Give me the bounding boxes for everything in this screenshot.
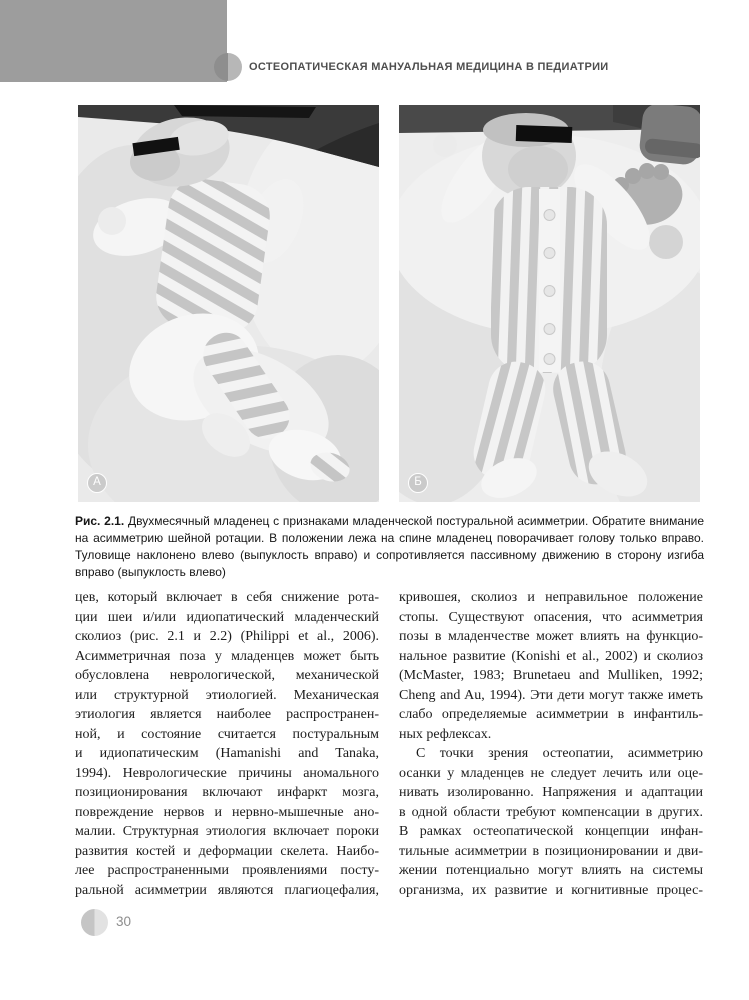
body-column-right (399, 588, 703, 900)
body-paragraph-2: С точки зрения остеопатии, асимметрию осанки у младенцев не следует лечить или оце- нивать изолированно. Напряжения и адаптации в одной области требуют компенсации в других. В рамках остеопатической концепции инфан- тильные асимметрии в позиционировании и дви- жении потенциально могут влиять на системы организма, их развитие и когнитивные процес- (399, 746, 703, 898)
baby-photo-b-illustration (399, 105, 700, 502)
censor-bar (516, 125, 573, 143)
figure-caption-text: Двухмесячный младенец с признаками младенческой постуральной асимметрии. Обратите внимание на асимметрию шейной ротации. В положении лежа на спине младенец поворачивает голову только вправо. Туловище наклонено влево (выпуклость вправо) и сопротивляется пассивному движению в сторону изгиба вправо (выпуклость влево) (75, 514, 704, 579)
header-bullet-icon (214, 53, 242, 81)
chapter-running-head: ОСТЕОПАТИЧЕСКАЯ МАНУАЛЬНАЯ МЕДИЦИНА В ПЕДИАТРИИ (249, 61, 609, 73)
page-number-bullet-icon (81, 909, 108, 936)
body-column-left: цев, который включает в себя снижение рота- ции шеи и/или идиопатический младенческий сколиоз (рис. 2.1 и 2.2) (Philippi et al., 2006). Асимметричная поза у младенцев может быть обусловлена неврологической, механической или структурной этиологией. Механическая этиология является наиболее распространен- ной, и состояние считается постуральным и идиопатическим (Hamanishi and Tanaka, 1994). Неврологические причины аномального позиционирования включают инфаркт мозга, повреждение нервов и нервно-мышечные ано- малии. Структурная этиология включает пороки развития костей и деформации скелета. Наибо- лее распространенными проявлениями посту- ральной асимметрии являются плагиоцефалия, (75, 590, 379, 898)
page-number: 30 (116, 914, 132, 929)
baby-photo-a-illustration (78, 105, 379, 502)
photo-b-label: Б (408, 473, 428, 493)
header-accent-block (0, 0, 227, 82)
figure-photo-a (78, 105, 379, 502)
figure-photo-b (399, 105, 700, 502)
body-paragraph-1: кривошея, сколиоз и неправильное положение стопы. Существуют опасения, что асимметрия позы в младенчестве может влиять на функцио- нальное развитие (Konishi et al., 2002) и сколиоз (McMaster, 1983; Brunetaeu and Mulliken, 1992; Cheng and Au, 1994). Эти дети могут также иметь слабо определяемые асимметрии в инфантиль- ных рефлексах. (399, 590, 703, 742)
figure-caption-label: Рис. 2.1. (75, 514, 125, 528)
photo-a-label: А (87, 473, 107, 493)
figure-caption (75, 513, 704, 581)
